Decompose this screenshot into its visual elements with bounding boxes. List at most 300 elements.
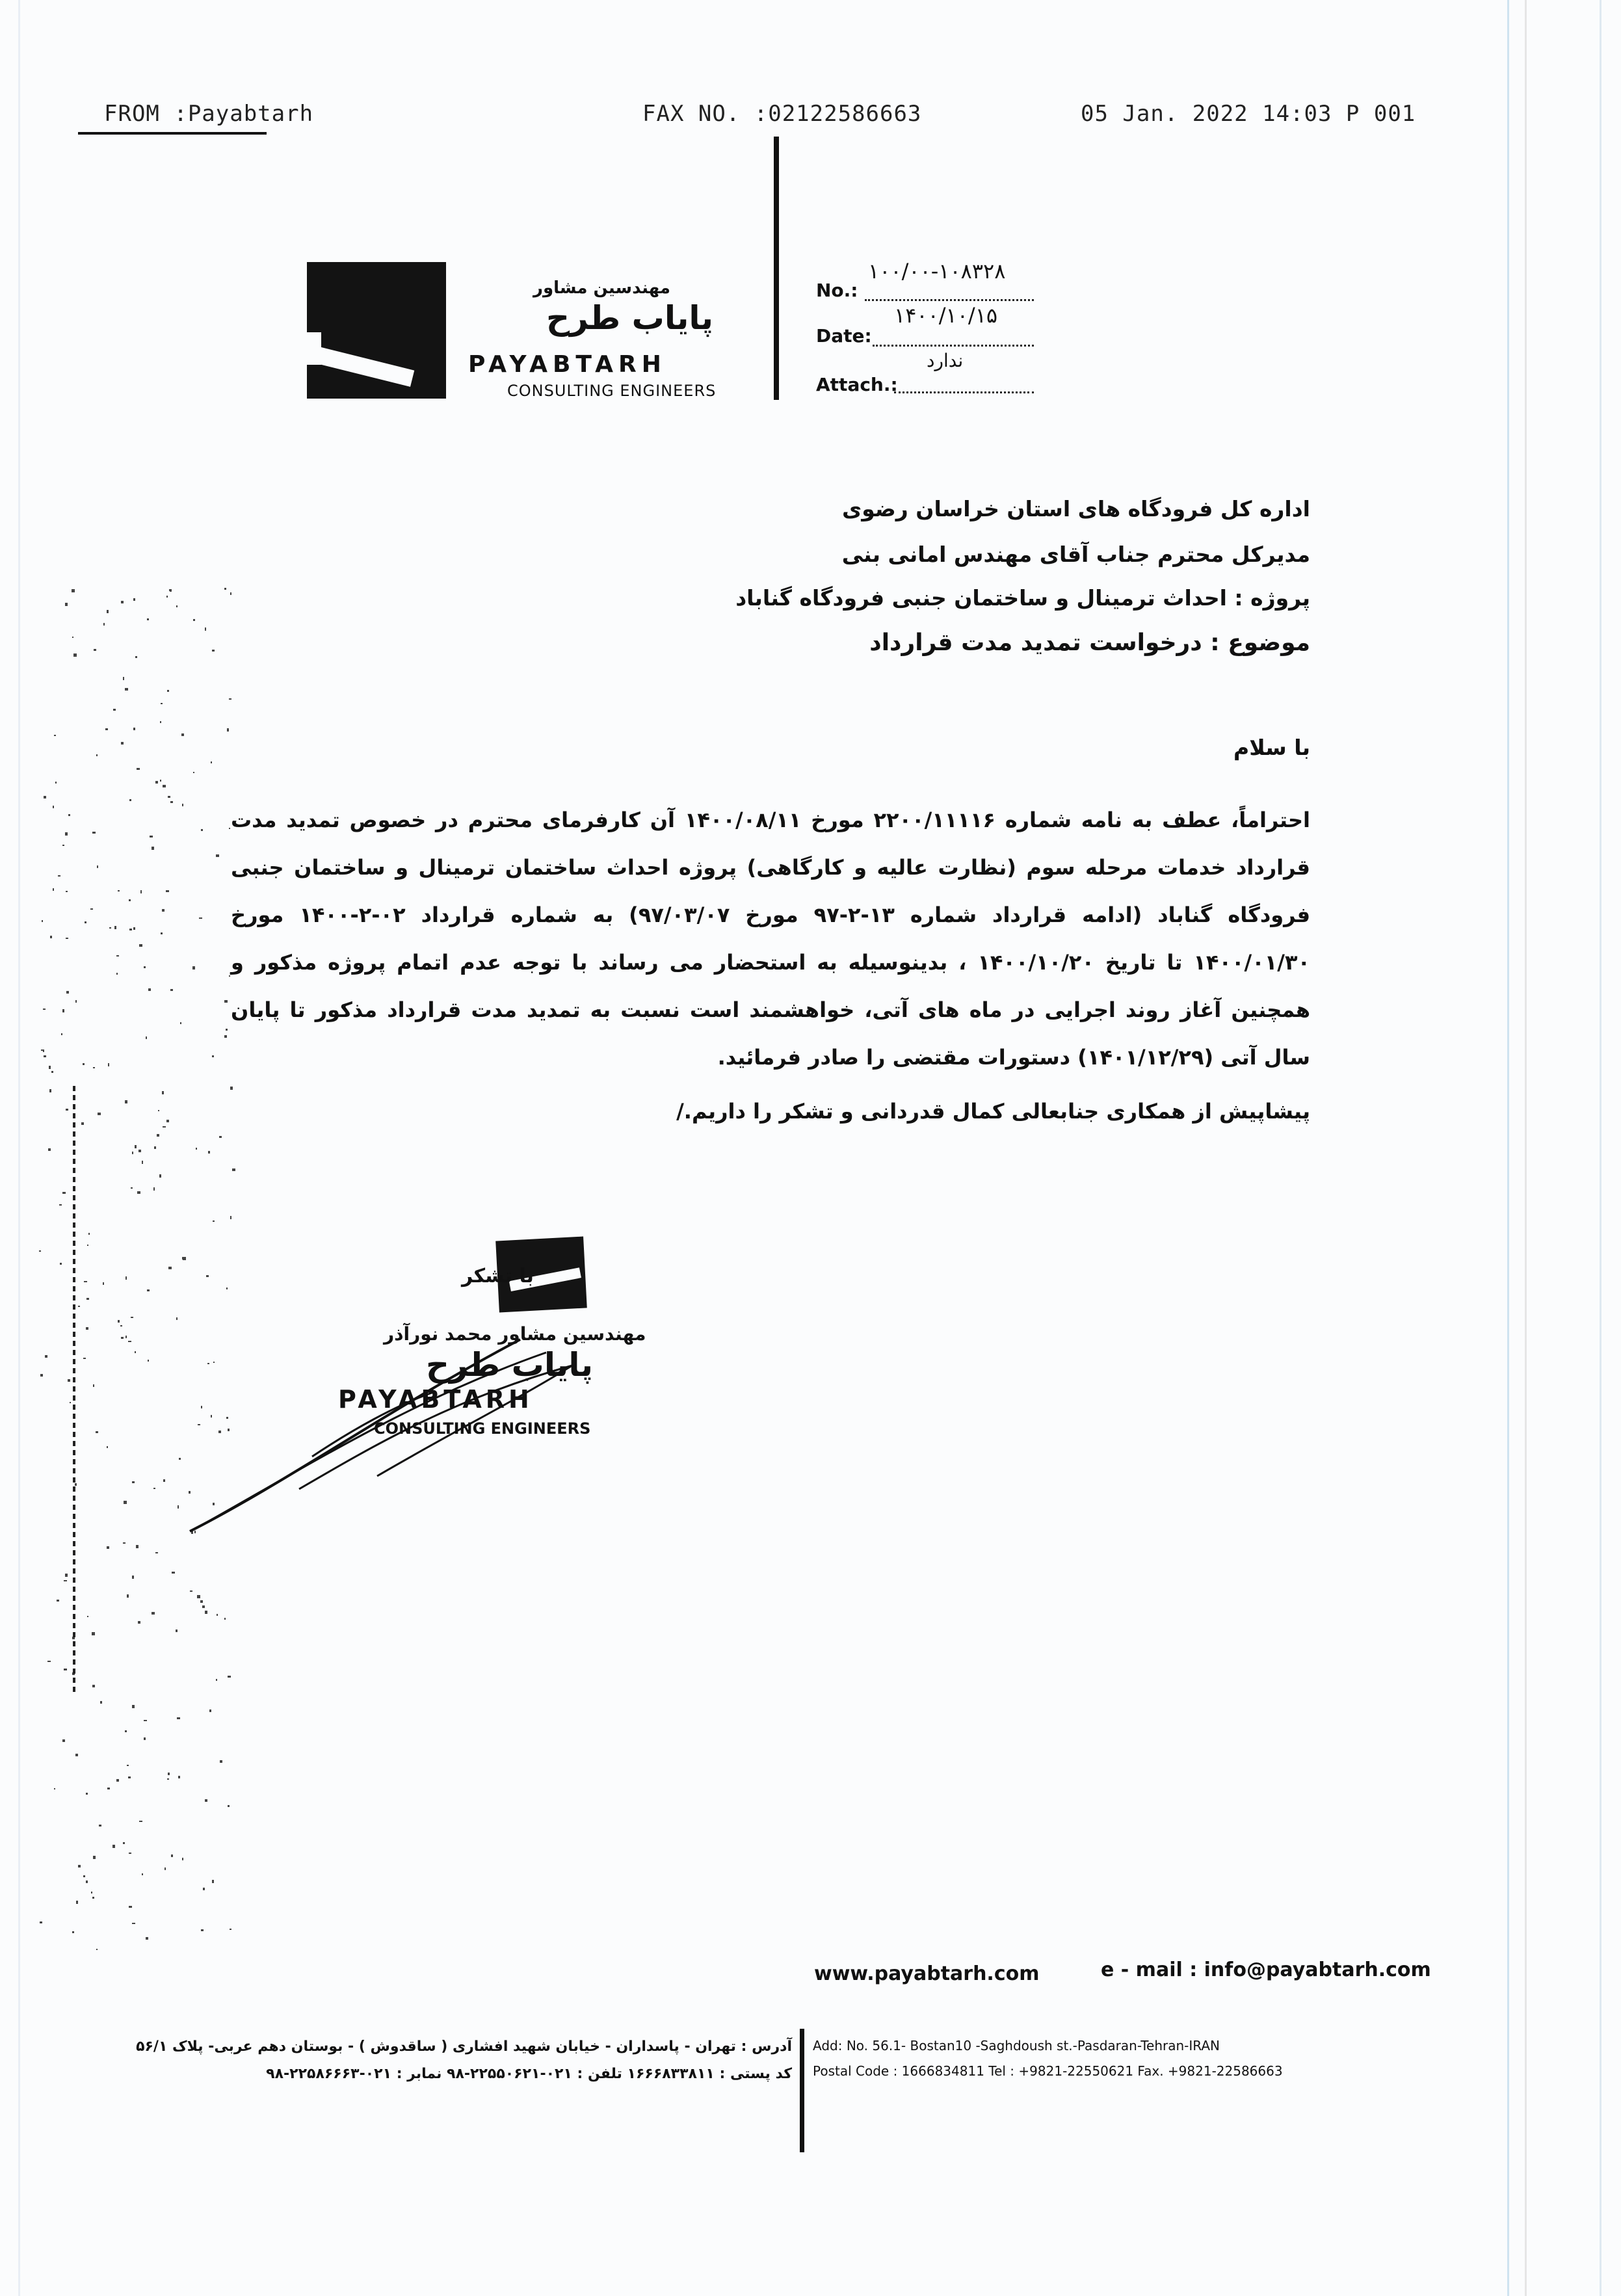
noise-dot (84, 1281, 87, 1282)
stamp-subtitle: CONSULTING ENGINEERS (374, 1419, 591, 1438)
noise-dot (92, 832, 96, 834)
noise-dot (116, 1779, 119, 1782)
noise-dash (73, 1669, 75, 1674)
noise-dot (147, 618, 149, 620)
noise-dot (212, 1880, 214, 1883)
noise-dot (109, 927, 111, 929)
noise-dot (78, 1306, 80, 1307)
noise-dash (73, 1368, 75, 1373)
noise-dot (86, 1298, 89, 1300)
noise-dot (123, 677, 124, 680)
noise-dash (73, 1405, 75, 1410)
fax-from-underline (78, 132, 267, 135)
noise-dot (48, 1148, 51, 1151)
noise-dot (121, 601, 124, 603)
noise-dot (199, 917, 202, 919)
noise-dot (192, 966, 195, 970)
noise-dot (205, 1611, 207, 1614)
noise-dot (62, 1192, 66, 1194)
noise-dot (58, 875, 60, 877)
noise-dot (83, 1063, 85, 1065)
noise-dash (73, 1250, 75, 1255)
noise-dot (107, 1446, 108, 1448)
noise-dash (73, 1213, 75, 1219)
noise-dot (43, 1009, 46, 1010)
noise-dot (144, 966, 146, 968)
noise-dot (209, 1709, 211, 1712)
noise-dash (73, 1395, 75, 1401)
noise-dot (65, 603, 68, 606)
noise-dot (163, 1479, 165, 1482)
noise-dot (228, 1676, 231, 1678)
noise-dash (73, 1304, 75, 1310)
company-name-en: PAYABTARH (468, 351, 666, 378)
noise-dash (73, 1496, 75, 1501)
addressee-project: پروژه : احداث ترمینال و ساختمان جنبی فرودگاه گناباد (735, 585, 1310, 611)
noise-dot (86, 1793, 88, 1795)
noise-dot (98, 1113, 101, 1115)
noise-dot (128, 1776, 131, 1778)
noise-dot (133, 728, 135, 730)
noise-dot (132, 1705, 135, 1708)
noise-dash (73, 1468, 75, 1473)
handwritten-signature (182, 1326, 650, 1541)
noise-dash (73, 1577, 75, 1583)
noise-dot (144, 1737, 146, 1740)
noise-dot (127, 1594, 129, 1598)
noise-dot (54, 735, 56, 736)
noise-dot (131, 1187, 133, 1189)
ref-no-label: No.: (816, 280, 858, 301)
noise-dot (178, 1505, 179, 1509)
noise-dot (65, 832, 68, 836)
noise-dash (73, 1650, 75, 1656)
footer-contact-en: Postal Code : 1666834811 Tel : +9821-22550621 Fax. +9821-22586663 (813, 2063, 1283, 2079)
noise-dot (60, 1263, 62, 1265)
noise-dot (90, 908, 93, 910)
noise-dot (182, 1858, 183, 1860)
noise-dot (137, 1191, 140, 1194)
thanks-text: با تشکر (462, 1265, 534, 1287)
noise-dot (72, 589, 75, 592)
noise-dash (73, 1523, 75, 1528)
noise-dot (201, 829, 203, 831)
noise-dot (155, 1552, 158, 1553)
noise-dot (92, 1685, 95, 1687)
noise-dot (97, 865, 98, 868)
noise-dot (107, 1788, 110, 1789)
noise-dot (96, 754, 98, 756)
noise-dot (166, 596, 168, 598)
noise-dot (131, 1317, 133, 1318)
noise-dash (73, 1359, 75, 1364)
noise-dash (73, 1186, 75, 1191)
noise-dot (168, 1267, 172, 1269)
noise-dot (181, 733, 184, 736)
noise-dot (72, 637, 73, 638)
noise-dot (153, 1187, 155, 1191)
noise-dot (212, 1055, 214, 1057)
noise-dot (129, 1906, 132, 1908)
noise-dash (73, 1505, 75, 1510)
noise-dot (219, 1136, 222, 1138)
noise-dash (73, 1323, 75, 1328)
noise-dash (73, 1095, 75, 1100)
ref-attach-value: ندارد (927, 350, 964, 371)
noise-dash (73, 1459, 75, 1464)
noise-dot (168, 1773, 170, 1775)
signer-name: مهندسین مشاور محمد نورآذر (384, 1323, 646, 1345)
noise-dot (57, 1600, 59, 1602)
noise-dot (64, 1669, 67, 1670)
noise-dash (73, 1277, 75, 1282)
noise-dot (216, 854, 219, 857)
noise-dot (162, 909, 165, 912)
noise-dash (73, 1241, 75, 1246)
noise-dot (125, 1276, 127, 1280)
noise-dot (49, 1066, 51, 1069)
noise-dot (161, 932, 163, 934)
addressee-person: مدیرکل محترم جناب آقای مهندس امانی بنی (841, 542, 1310, 567)
noise-dot (62, 845, 64, 846)
noise-dash (73, 1341, 75, 1346)
noise-dot (137, 768, 140, 770)
noise-dot (157, 1134, 159, 1137)
noise-dot (230, 592, 231, 595)
noise-dash (73, 1659, 75, 1665)
noise-dot (105, 728, 108, 730)
noise-dot (229, 975, 230, 977)
noise-dot (183, 1257, 186, 1260)
noise-dot (42, 920, 43, 922)
noise-dot (70, 1402, 71, 1403)
noise-dot (224, 1035, 227, 1038)
noise-dash (73, 1423, 75, 1428)
noise-dash (73, 1587, 75, 1592)
noise-dot (118, 890, 120, 891)
noise-dot (50, 936, 52, 938)
noise-dot (139, 1821, 142, 1822)
noise-dot (146, 1937, 148, 1940)
noise-dot (76, 1901, 78, 1904)
greeting: با سلام (1233, 735, 1310, 760)
noise-dot (87, 1245, 88, 1246)
noise-dot (176, 1630, 178, 1632)
noise-dash (73, 1541, 75, 1546)
noise-dot (166, 890, 169, 892)
noise-dot (108, 1063, 109, 1066)
noise-dot (40, 1921, 42, 1923)
noise-dot (123, 1842, 125, 1844)
noise-dot (53, 888, 54, 891)
noise-dash (73, 1623, 75, 1628)
noise-dot (75, 1754, 78, 1756)
noise-dash (73, 1559, 75, 1564)
noise-dash (73, 1486, 75, 1492)
noise-dot (217, 1614, 218, 1616)
noise-dot (51, 1071, 53, 1073)
noise-dot (43, 1049, 44, 1052)
noise-dash (73, 1259, 75, 1264)
noise-dot (163, 1126, 166, 1128)
noise-dot (178, 1776, 180, 1778)
noise-dot (220, 1760, 222, 1763)
noise-dot (116, 973, 118, 975)
noise-dot (118, 1320, 120, 1323)
noise-dot (224, 588, 226, 590)
noise-dot (47, 1661, 51, 1662)
noise-dash (73, 1687, 75, 1692)
noise-dot (96, 1949, 98, 1950)
noise-dot (133, 927, 135, 930)
noise-dot (132, 1152, 133, 1154)
noise-dash (73, 1550, 75, 1555)
noise-dot (62, 1739, 65, 1742)
noise-dot (159, 1174, 161, 1178)
footer-website: www.payabtarh.com (814, 1962, 1040, 1985)
noise-dot (125, 688, 128, 691)
noise-dot (180, 1022, 181, 1024)
noise-dot (114, 926, 116, 929)
footer-address-en: Add: No. 56.1- Bostan10 -Saghdoush st.-Pasdaran-Tehran-IRAN (813, 2038, 1220, 2053)
noise-dash (73, 1641, 75, 1646)
noise-dot (125, 1730, 127, 1732)
noise-dot (168, 796, 170, 798)
noise-dot (78, 1865, 81, 1867)
noise-dot (125, 1100, 127, 1103)
noise-dot (213, 1221, 215, 1222)
noise-dot (124, 1501, 127, 1504)
noise-dot (171, 1854, 173, 1857)
noise-dot (92, 1897, 94, 1899)
noise-dot (208, 1151, 210, 1154)
noise-dot (129, 899, 131, 901)
noise-dot (64, 1580, 67, 1581)
letter-closing: پیشاپیش از همکاری جنابعالی کمال قدردانی و تشکر را داریم./ (676, 1099, 1310, 1124)
noise-dash (73, 1632, 75, 1637)
noise-dash (73, 1313, 75, 1319)
noise-dot (75, 1483, 77, 1486)
letter-subject: موضوع : درخواست تمدید مدت قرارداد (869, 629, 1310, 656)
noise-dot (153, 1488, 155, 1489)
noise-dot (150, 836, 153, 838)
noise-dot (132, 1576, 134, 1579)
noise-dot (146, 1036, 147, 1039)
noise-dot (196, 1148, 197, 1150)
noise-dot (166, 1120, 169, 1122)
noise-dot (45, 1355, 47, 1358)
noise-dot (140, 890, 142, 893)
noise-dot (226, 1029, 228, 1031)
noise-dot (139, 944, 142, 947)
noise-dot (163, 785, 166, 787)
noise-dash (73, 1605, 75, 1610)
noise-dot (91, 1892, 92, 1894)
noise-dash (73, 1232, 75, 1237)
ref-date-dots (873, 343, 1034, 347)
noise-dot (142, 1161, 143, 1164)
noise-dot (144, 1720, 147, 1721)
ref-no-value: ۱۰۰/۰۰-۱۰۸۳۲۸ (868, 259, 1006, 284)
noise-dot (227, 728, 229, 732)
noise-dot (158, 1110, 159, 1111)
noise-dot (152, 847, 154, 850)
addressee-org: اداره کل فرودگاه های استان خراسان رضوی (841, 496, 1310, 521)
company-name-fa-top: مهندسین مشاور (533, 278, 670, 298)
noise-dot (216, 1679, 217, 1681)
noise-dot (92, 1632, 95, 1635)
noise-dot (53, 806, 54, 808)
noise-dot (128, 1341, 131, 1342)
noise-dash (73, 1177, 75, 1182)
noise-dot (138, 1150, 141, 1152)
ref-date-label: Date: (816, 325, 872, 347)
noise-dot (86, 1880, 88, 1883)
noise-dot (49, 1089, 51, 1092)
noise-dot (73, 653, 77, 657)
fax-number: FAX NO. :02122586663 (642, 101, 922, 127)
footer-email: e - mail : info@payabtarh.com (1101, 1959, 1431, 1981)
stamp-name-en: PAYABTARH (338, 1385, 533, 1414)
noise-dot (132, 1481, 135, 1483)
noise-dot (148, 988, 151, 991)
noise-dot (203, 1888, 205, 1890)
noise-dot (182, 804, 183, 806)
noise-dash (73, 1596, 75, 1601)
noise-dot (85, 921, 86, 923)
noise-dash (73, 1514, 75, 1519)
noise-dash (73, 1222, 75, 1228)
noise-dot (226, 1287, 228, 1289)
noise-dot (96, 1431, 98, 1433)
noise-dot (86, 1327, 88, 1330)
noise-dot (135, 1145, 137, 1148)
noise-dot (147, 1289, 150, 1291)
noise-dot (179, 1458, 181, 1460)
noise-dot (65, 1574, 68, 1577)
ref-date-value: ۱۴۰۰/۱۰/۱۵ (894, 303, 998, 328)
noise-dash (73, 1159, 75, 1164)
noise-dash (73, 1141, 75, 1146)
noise-dot (44, 796, 46, 798)
noise-dot (66, 1109, 68, 1111)
noise-dot (167, 1778, 169, 1780)
noise-dot (112, 1845, 115, 1848)
noise-dot (224, 1000, 228, 1003)
noise-dot (88, 1233, 90, 1235)
noise-dot (167, 690, 169, 692)
noise-dot (81, 1122, 84, 1125)
noise-dot (121, 1337, 124, 1339)
noise-dot (224, 1618, 226, 1620)
noise-dash (73, 1168, 75, 1173)
noise-dot (230, 1087, 233, 1090)
noise-dot (66, 938, 68, 939)
noise-dot (193, 772, 194, 773)
noise-dot (197, 1595, 200, 1598)
noise-dot (93, 1384, 94, 1387)
company-name-fa: پایاب طرح (546, 299, 713, 337)
company-subtitle: CONSULTING ENGINEERS (507, 382, 717, 400)
noise-dot (44, 1055, 46, 1057)
noise-dash (73, 1477, 75, 1483)
noise-dot (154, 1146, 156, 1149)
noise-dot (142, 1873, 143, 1875)
stamp-name-fa: پایاب طرح (426, 1346, 593, 1384)
noise-dot (200, 1600, 203, 1603)
noise-dot (212, 650, 215, 652)
noise-dot (103, 623, 105, 626)
noise-dot (72, 1931, 74, 1933)
noise-dot (177, 1717, 180, 1719)
noise-dot (39, 1250, 41, 1252)
noise-dot (59, 1204, 62, 1206)
noise-dash (73, 1532, 75, 1537)
noise-dash (73, 1441, 75, 1446)
noise-dot (135, 1351, 136, 1353)
noise-dot (148, 1360, 149, 1362)
noise-dot (230, 1929, 231, 1930)
noise-dot (61, 1033, 62, 1035)
noise-dot (123, 1542, 125, 1544)
noise-dot (133, 598, 135, 601)
noise-dash (73, 1104, 75, 1109)
noise-dot (125, 1336, 127, 1338)
noise-dash (73, 1350, 75, 1355)
noise-dot (121, 742, 124, 745)
noise-dot (230, 1216, 231, 1219)
noise-dot (62, 1009, 64, 1012)
noise-dot (66, 891, 68, 892)
noise-dot (116, 955, 119, 957)
noise-dash (73, 1432, 75, 1437)
noise-dot (83, 1875, 85, 1877)
company-logo (307, 262, 446, 399)
noise-dot (205, 627, 206, 631)
noise-dash (73, 1614, 75, 1619)
noise-dot (170, 989, 173, 991)
noise-dot (155, 781, 158, 784)
noise-dot (120, 1325, 122, 1326)
noise-dot (169, 589, 171, 591)
noise-dot (229, 828, 230, 829)
noise-dot (55, 782, 57, 784)
noise-dash (73, 1204, 75, 1209)
noise-dot (68, 1379, 70, 1382)
noise-dot (170, 801, 173, 803)
noise-dash (73, 1131, 75, 1137)
noise-dot (190, 1590, 192, 1592)
noise-dot (165, 1867, 166, 1870)
noise-dot (94, 649, 96, 651)
noise-dot (136, 1545, 138, 1548)
noise-dot (206, 1275, 209, 1277)
noise-dot (176, 1317, 178, 1320)
footer-contact-fa: کد پستی : ۱۶۶۶۸۳۳۸۱۱ تلفن : ۰۲۱-۲۲۵۵۰۶۲۱-۹۸ نمابر : ۰۲۱-۲۲۵۸۶۶۶۳-۹۸ (266, 2066, 792, 2082)
noise-dot (107, 610, 109, 613)
noise-dot (93, 1856, 96, 1859)
noise-dot (228, 1805, 230, 1807)
noise-dot (129, 929, 132, 930)
noise-dash (73, 1678, 75, 1683)
noise-dot (107, 1546, 109, 1549)
header-divider (774, 137, 779, 400)
noise-dot (202, 1605, 205, 1608)
noise-dot (99, 1825, 101, 1827)
noise-dot (93, 1067, 95, 1068)
noise-dot (75, 1000, 77, 1003)
noise-dot (127, 1765, 129, 1766)
